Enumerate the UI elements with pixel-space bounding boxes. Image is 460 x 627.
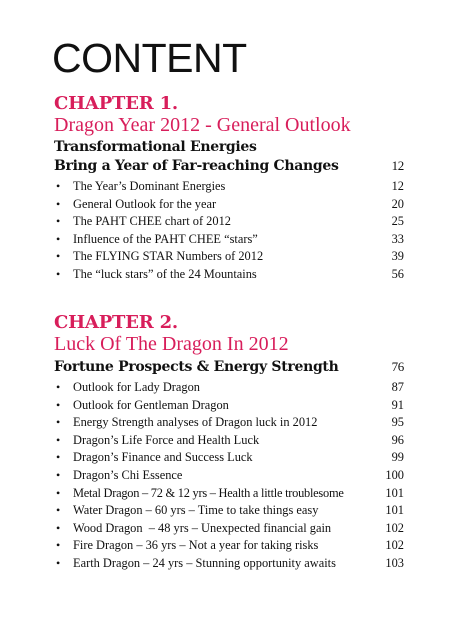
toc-entry[interactable] (54, 449, 404, 467)
bullet-icon: • (56, 538, 61, 553)
toc-entry[interactable] (54, 213, 404, 231)
toc-entry[interactable] (54, 196, 404, 214)
page-number: 20 (391, 196, 404, 211)
toc-heading-row[interactable] (54, 156, 404, 176)
toc-entry-text: Wood Dragon – 48 yrs – Unexpected financial gain (73, 520, 332, 535)
chapter-1 (54, 94, 404, 284)
page-number: 95 (391, 415, 404, 430)
chapter-heading-line: Transformational Energies (54, 139, 257, 155)
toc-entry-text: Energy Strength analyses of Dragon luck in 2012 (73, 415, 318, 430)
toc-entry[interactable] (54, 397, 404, 415)
toc-entry[interactable] (54, 467, 404, 485)
toc-entry[interactable] (54, 231, 404, 249)
toc-entry-text: The PAHT CHEE chart of 2012 (73, 214, 231, 229)
toc-entry-text: Influence of the PAHT CHEE “stars” (73, 231, 258, 246)
toc-entry-text: The “luck stars” of the 24 Mountains (73, 266, 257, 281)
toc-entry-text: Dragon’s Chi Essence (73, 467, 183, 482)
toc-entry[interactable] (54, 520, 404, 538)
page-number: 103 (385, 555, 404, 570)
page-number: 76 (391, 359, 404, 374)
toc-entry-text: Fire Dragon – 36 yrs – Not a year for taking risks (73, 538, 319, 553)
bullet-icon: • (56, 520, 61, 535)
bullet-icon: • (56, 249, 61, 264)
page-number: 102 (385, 538, 404, 553)
toc-entry[interactable] (54, 502, 404, 520)
page-number: 39 (391, 249, 404, 264)
toc-entry[interactable] (54, 432, 404, 450)
toc-entry[interactable] (54, 178, 404, 196)
toc-entry-text: The Year’s Dominant Energies (73, 179, 226, 193)
chapter-label: CHAPTER 1. (54, 93, 178, 114)
toc-entry[interactable] (54, 379, 404, 397)
bullet-icon: • (56, 214, 61, 229)
bullet-icon: • (56, 450, 61, 465)
toc-entry[interactable] (54, 537, 404, 555)
chapter-2 (54, 313, 404, 573)
page-number: 56 (391, 266, 404, 281)
page-number: 102 (385, 520, 404, 535)
bullet-icon: • (56, 432, 61, 447)
page-number: 12 (391, 158, 404, 173)
toc-entry-text: Earth Dragon – 24 yrs – Stunning opportunity awaits (73, 555, 336, 570)
toc-entry[interactable] (54, 414, 404, 432)
page-title: CONTENT (52, 35, 247, 81)
toc-entry-text: The FLYING STAR Numbers of 2012 (73, 249, 264, 264)
bullet-icon: • (56, 555, 61, 570)
toc-entry-text: Dragon’s Finance and Success Luck (73, 450, 253, 465)
page-number: 91 (391, 397, 404, 412)
bullet-icon: • (56, 485, 61, 500)
toc-entry[interactable] (54, 248, 404, 266)
chapter-label: CHAPTER 2. (54, 312, 178, 333)
page-number: 99 (391, 450, 404, 465)
bullet-icon: • (56, 380, 61, 394)
page-number: 101 (385, 503, 404, 518)
bullet-icon: • (56, 397, 61, 412)
bullet-icon: • (56, 196, 61, 211)
bullet-icon: • (56, 231, 61, 246)
toc-entry-text: Metal Dragon – 72 & 12 yrs – Health a little troublesome (73, 485, 344, 500)
bullet-icon: • (56, 467, 61, 482)
toc-entry-text: Dragon’s Life Force and Health Luck (73, 432, 260, 447)
page-number: 12 (391, 179, 404, 193)
toc-entry[interactable] (54, 485, 404, 503)
page-number: 25 (391, 214, 404, 229)
chapter-subtitle: Dragon Year 2012 - General Outlook (54, 114, 351, 136)
toc-heading-text: Fortune Prospects & Energy Strength (54, 359, 339, 375)
page-number: 33 (391, 231, 404, 246)
toc-entry-text: Outlook for Gentleman Dragon (73, 397, 229, 412)
toc-entry-text: General Outlook for the year (73, 196, 217, 211)
toc-entry[interactable] (54, 555, 404, 573)
bullet-icon: • (56, 179, 61, 193)
page-number: 96 (391, 432, 404, 447)
toc-entry-text: Water Dragon – 60 yrs – Time to take things easy (73, 503, 319, 518)
bullet-icon: • (56, 415, 61, 430)
toc-heading-row[interactable] (54, 357, 404, 377)
bullet-icon: • (56, 266, 61, 281)
page-number: 101 (385, 485, 404, 500)
page-number: 87 (391, 380, 404, 394)
chapter-subtitle: Luck Of The Dragon In 2012 (54, 333, 289, 355)
bullet-icon: • (56, 503, 61, 518)
page-number: 100 (385, 467, 404, 482)
toc-heading-text: Bring a Year of Far-reaching Changes (54, 158, 339, 174)
toc-entry[interactable] (54, 266, 404, 284)
toc-entry-text: Outlook for Lady Dragon (73, 380, 200, 394)
